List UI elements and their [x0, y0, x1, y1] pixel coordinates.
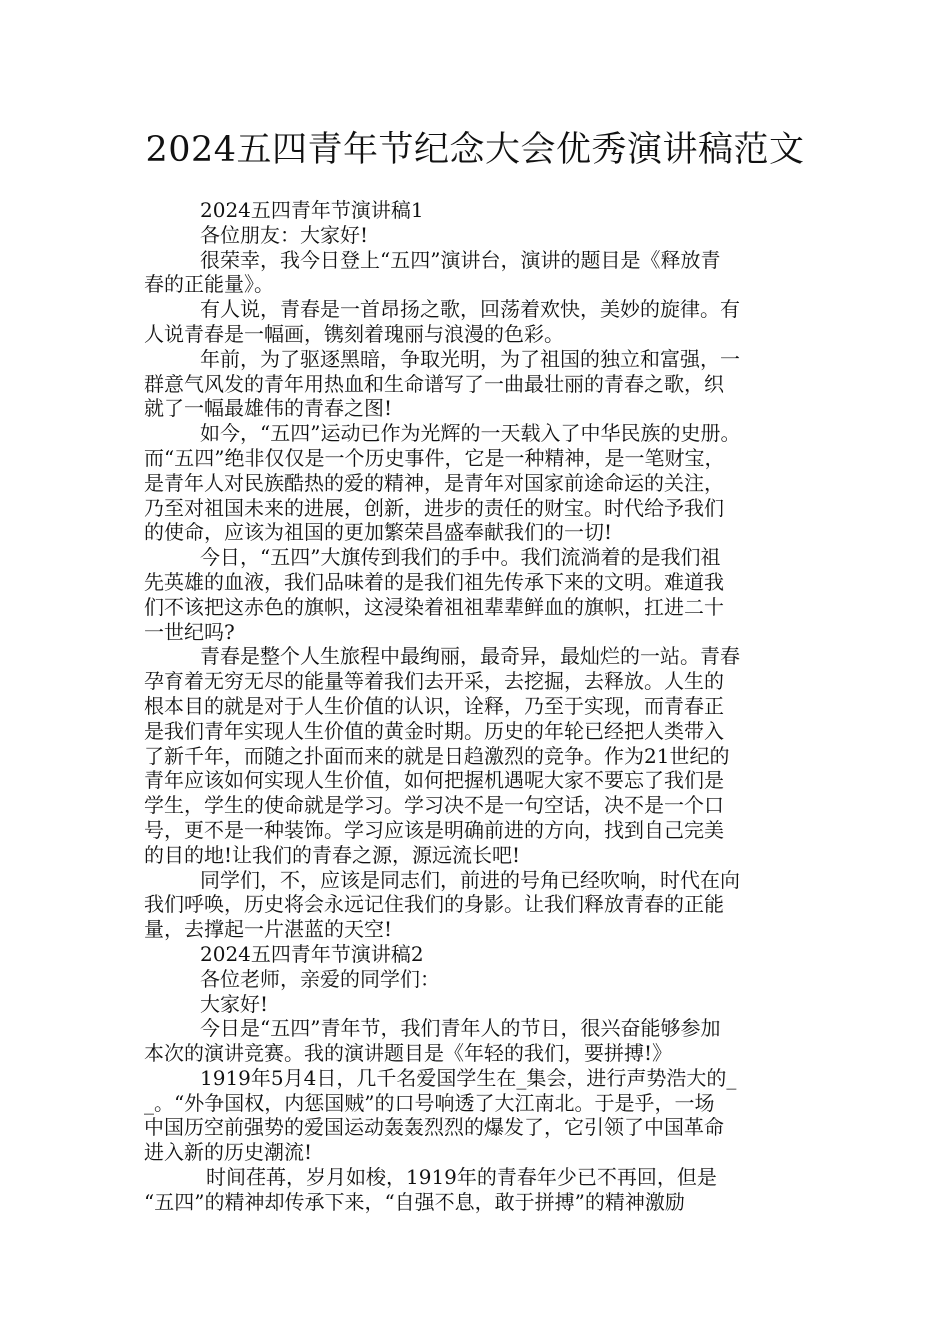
text-line: 号，更不是一种装饰。学习应该是明确前进的方向，找到自己完美	[144, 817, 724, 842]
text-line: 孕育着无穷无尽的能量等着我们去开采，去挖掘，去释放。人生的	[144, 669, 724, 694]
text-line: 青春是整个人生旅程中最绚丽，最奇异，最灿烂的一站。青春	[200, 644, 740, 669]
text-line: 中国历空前强势的爱国运动轰轰烈烈的爆发了，它引领了中国革命	[144, 1115, 724, 1140]
text-line: 2024五四青年节演讲稿2	[200, 941, 424, 966]
text-line: 们不该把这赤色的旗帜，这浸染着祖祖辈辈鲜血的旗帜，扛进二十	[144, 594, 724, 619]
text-line: 1919年5月4日，几千名爱国学生在_集会，进行声势浩大的_	[200, 1065, 737, 1090]
text-line: 有人说，青春是一首昂扬之歌，回荡着欢快，美妙的旋律。有	[200, 297, 740, 322]
text-line: 就了一幅最雄伟的青春之图!	[144, 396, 393, 421]
text-line: 的使命，应该为祖国的更加繁荣昌盛奉献我们的一切!	[144, 520, 613, 545]
document-body	[144, 198, 806, 1215]
text-line: 学生，学生的使命就是学习。学习决不是一句空话，决不是一个口	[144, 793, 724, 818]
text-line: 人说青春是一幅画，镌刻着瑰丽与浪漫的色彩。	[144, 321, 564, 346]
text-line: 本次的演讲竞赛。我的演讲题目是《年轻的我们，要拼搏!》	[144, 1041, 673, 1066]
text-line: 一世纪吗?	[144, 619, 235, 644]
text-line: 时间荏苒，岁月如梭，1919年的青春年少已不再回，但是	[206, 1165, 717, 1190]
text-line: _。“外争国权，内惩国贼”的口号响透了大江南北。于是乎，一场	[144, 1090, 715, 1115]
text-line: 如今，“五四”运动已作为光辉的一天载入了中华民族的史册。	[200, 421, 741, 446]
text-line: 是我们青年实现人生价值的黄金时期。历史的年轮已经把人类带入	[144, 718, 724, 743]
text-line: 群意气风发的青年用热血和生命谱写了一曲最壮丽的青春之歌，织	[144, 371, 724, 396]
text-line: 根本目的就是对于人生价值的认识，诠释，乃至于实现，而青春正	[144, 693, 724, 718]
text-line: 各位朋友：大家好!	[200, 222, 369, 247]
text-line: 先英雄的血液，我们品味着的是我们祖先传承下来的文明。难道我	[144, 569, 724, 594]
text-line: 我们呼唤，历史将会永远记住我们的身影。让我们释放青春的正能	[144, 892, 724, 917]
document-title: 2024五四青年节纪念大会优秀演讲稿范文	[145, 130, 805, 170]
text-line: 了新千年，而随之扑面而来的就是日趋激烈的竞争。作为21世纪的	[144, 743, 730, 768]
text-line: 量，去撑起一片湛蓝的天空!	[144, 917, 393, 942]
text-line: 很荣幸，我今日登上“五四”演讲台，演讲的题目是《释放青	[200, 247, 721, 272]
text-line: 今日是“五四”青年节，我们青年人的节日，很兴奋能够参加	[200, 1016, 721, 1041]
text-line: 而“五四”绝非仅仅是一个历史事件，它是一种精神，是一笔财宝，	[144, 445, 725, 470]
text-line: 春的正能量》。	[144, 272, 274, 297]
text-line: 进入新的历史潮流!	[144, 1140, 313, 1165]
text-line: “五四”的精神却传承下来，“自强不息，敢于拼搏”的精神激励	[144, 1189, 685, 1214]
text-line: 2024五四青年节演讲稿1	[200, 198, 424, 222]
text-line: 乃至对祖国未来的进展，创新，进步的责任的财宝。时代给予我们	[144, 495, 724, 520]
text-line: 是青年人对民族酷热的爱的精神，是青年对国家前途命运的关注，	[144, 470, 724, 495]
text-line: 的目的地!让我们的青春之源，源远流长吧!	[144, 842, 521, 867]
text-line: 今日，“五四”大旗传到我们的手中。我们流淌着的是我们祖	[200, 545, 721, 570]
text-line: 同学们，不，应该是同志们，前进的号角已经吹响，时代在向	[200, 867, 740, 892]
text-line: 大家好!	[200, 991, 269, 1016]
text-line: 各位老师，亲爱的同学们：	[200, 966, 440, 991]
text-line: 年前，为了驱逐黑暗，争取光明，为了祖国的独立和富强，一	[200, 346, 740, 371]
text-line: 青年应该如何实现人生价值，如何把握机遇呢大家不要忘了我们是	[144, 768, 724, 793]
